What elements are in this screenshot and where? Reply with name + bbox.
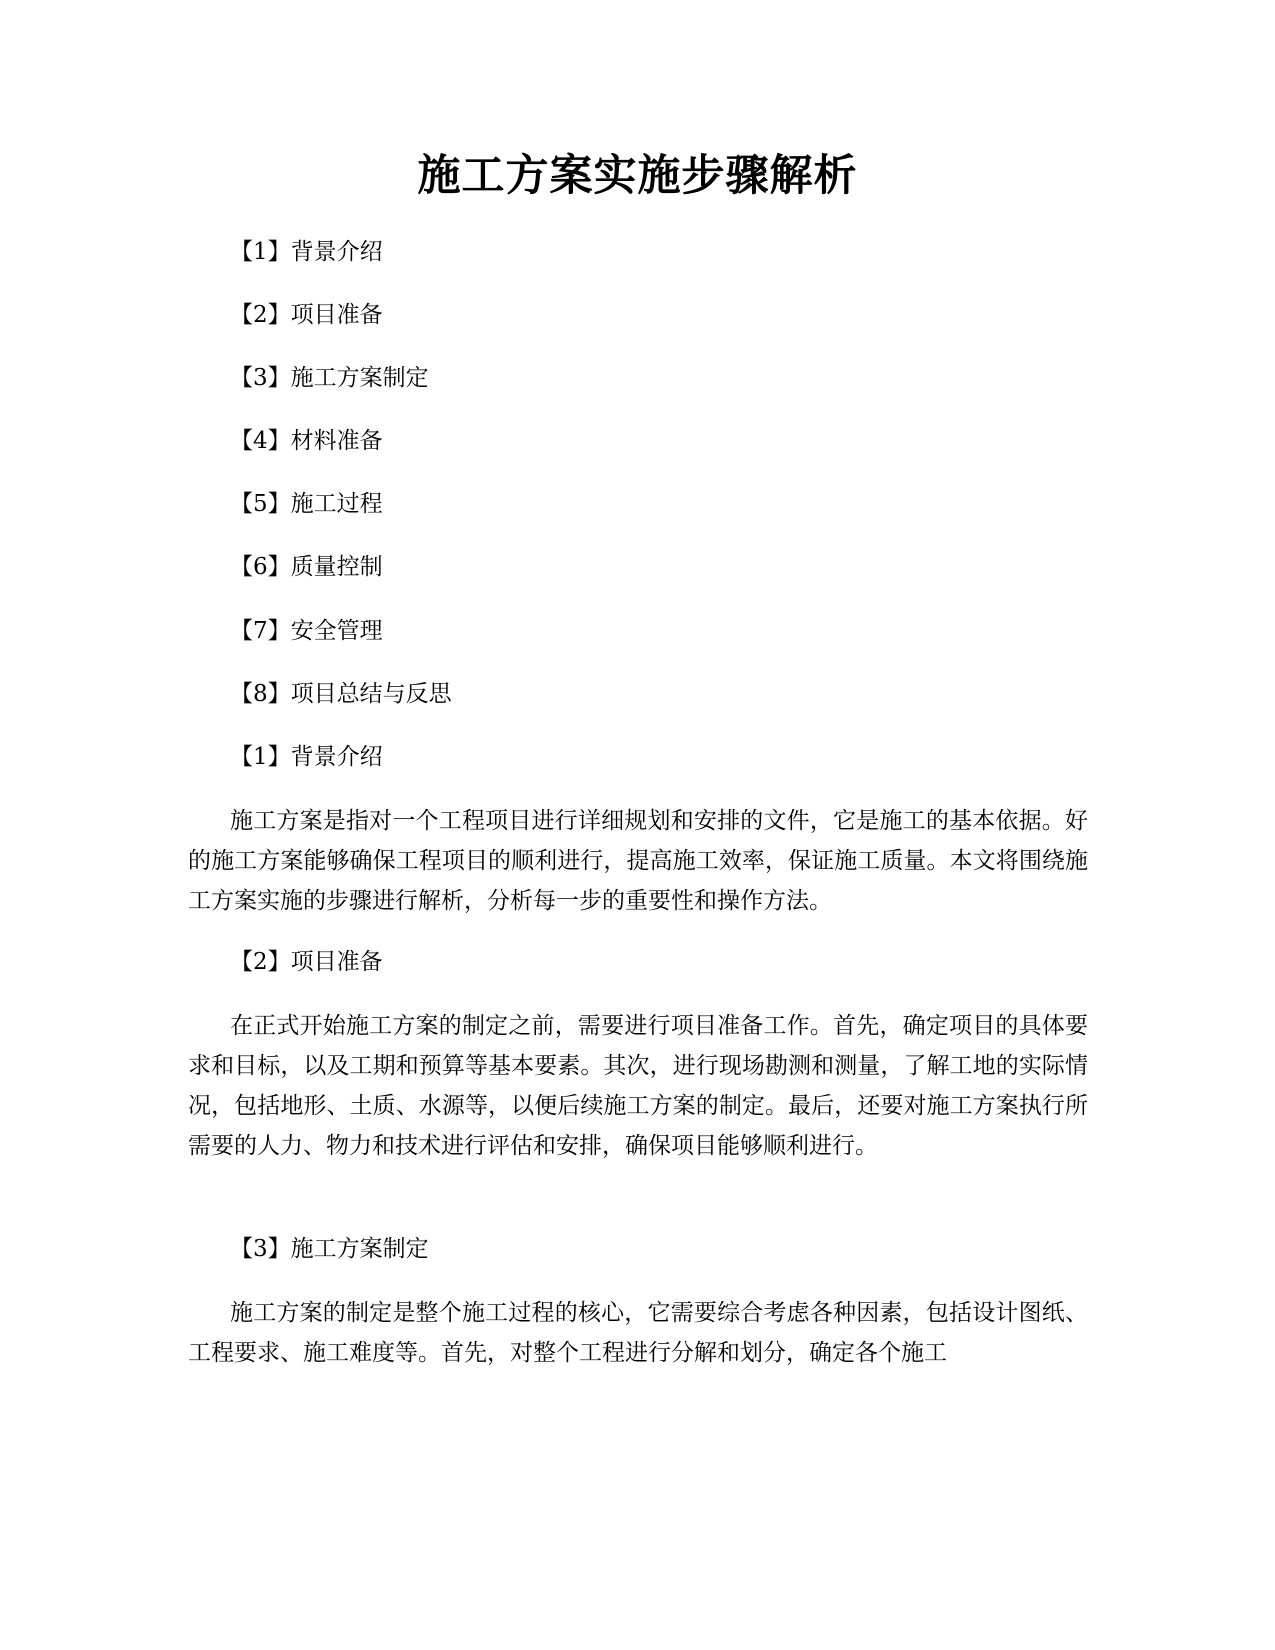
- section-heading-background: 【1】背景介绍: [230, 744, 383, 770]
- toc-item-3: 【3】施工方案制定: [230, 365, 429, 391]
- section-body-plan-formulation: 施工方案的制定是整个施工过程的核心，它需要综合考虑各种因素，包括设计图纸、工程要求、施工难度等。首先，对整个工程进行分解和划分，确定各个施工: [188, 1300, 1088, 1366]
- section-body-project-prep: 在正式开始施工方案的制定之前，需要进行项目准备工作。首先，确定项目的具体要求和目标，以及工期和预算等基本要素。其次，进行现场勘测和测量，了解工地的实际情况，包括地形、土质、水源等，以便后续施工方案的制定。最后，还要对施工方案执行所需要的人力、物力和技术进行评估和安排，确保项目能够顺利进行。: [188, 1013, 1088, 1159]
- section-body-background: 施工方案是指对一个工程项目进行详细规划和安排的文件，它是施工的基本依据。好的施工方案能够确保工程项目的顺利进行，提高施工效率，保证施工质量。本文将围绕施工方案实施的步骤进行解析，分析每一步的重要性和操作方法。: [188, 808, 1088, 914]
- toc-item-5: 【5】施工过程: [230, 491, 383, 517]
- toc-item-4: 【4】材料准备: [230, 428, 383, 454]
- section-heading-project-prep: 【2】项目准备: [230, 949, 383, 975]
- section-heading-plan-formulation: 【3】施工方案制定: [230, 1236, 429, 1262]
- toc-item-6: 【6】质量控制: [230, 554, 383, 580]
- document-title: 施工方案实施步骤解析: [417, 151, 858, 201]
- toc-item-1: 【1】背景介绍: [230, 239, 383, 265]
- toc-item-8: 【8】项目总结与反思: [230, 681, 452, 707]
- toc-item-7: 【7】安全管理: [230, 618, 383, 644]
- toc-item-2: 【2】项目准备: [230, 302, 383, 328]
